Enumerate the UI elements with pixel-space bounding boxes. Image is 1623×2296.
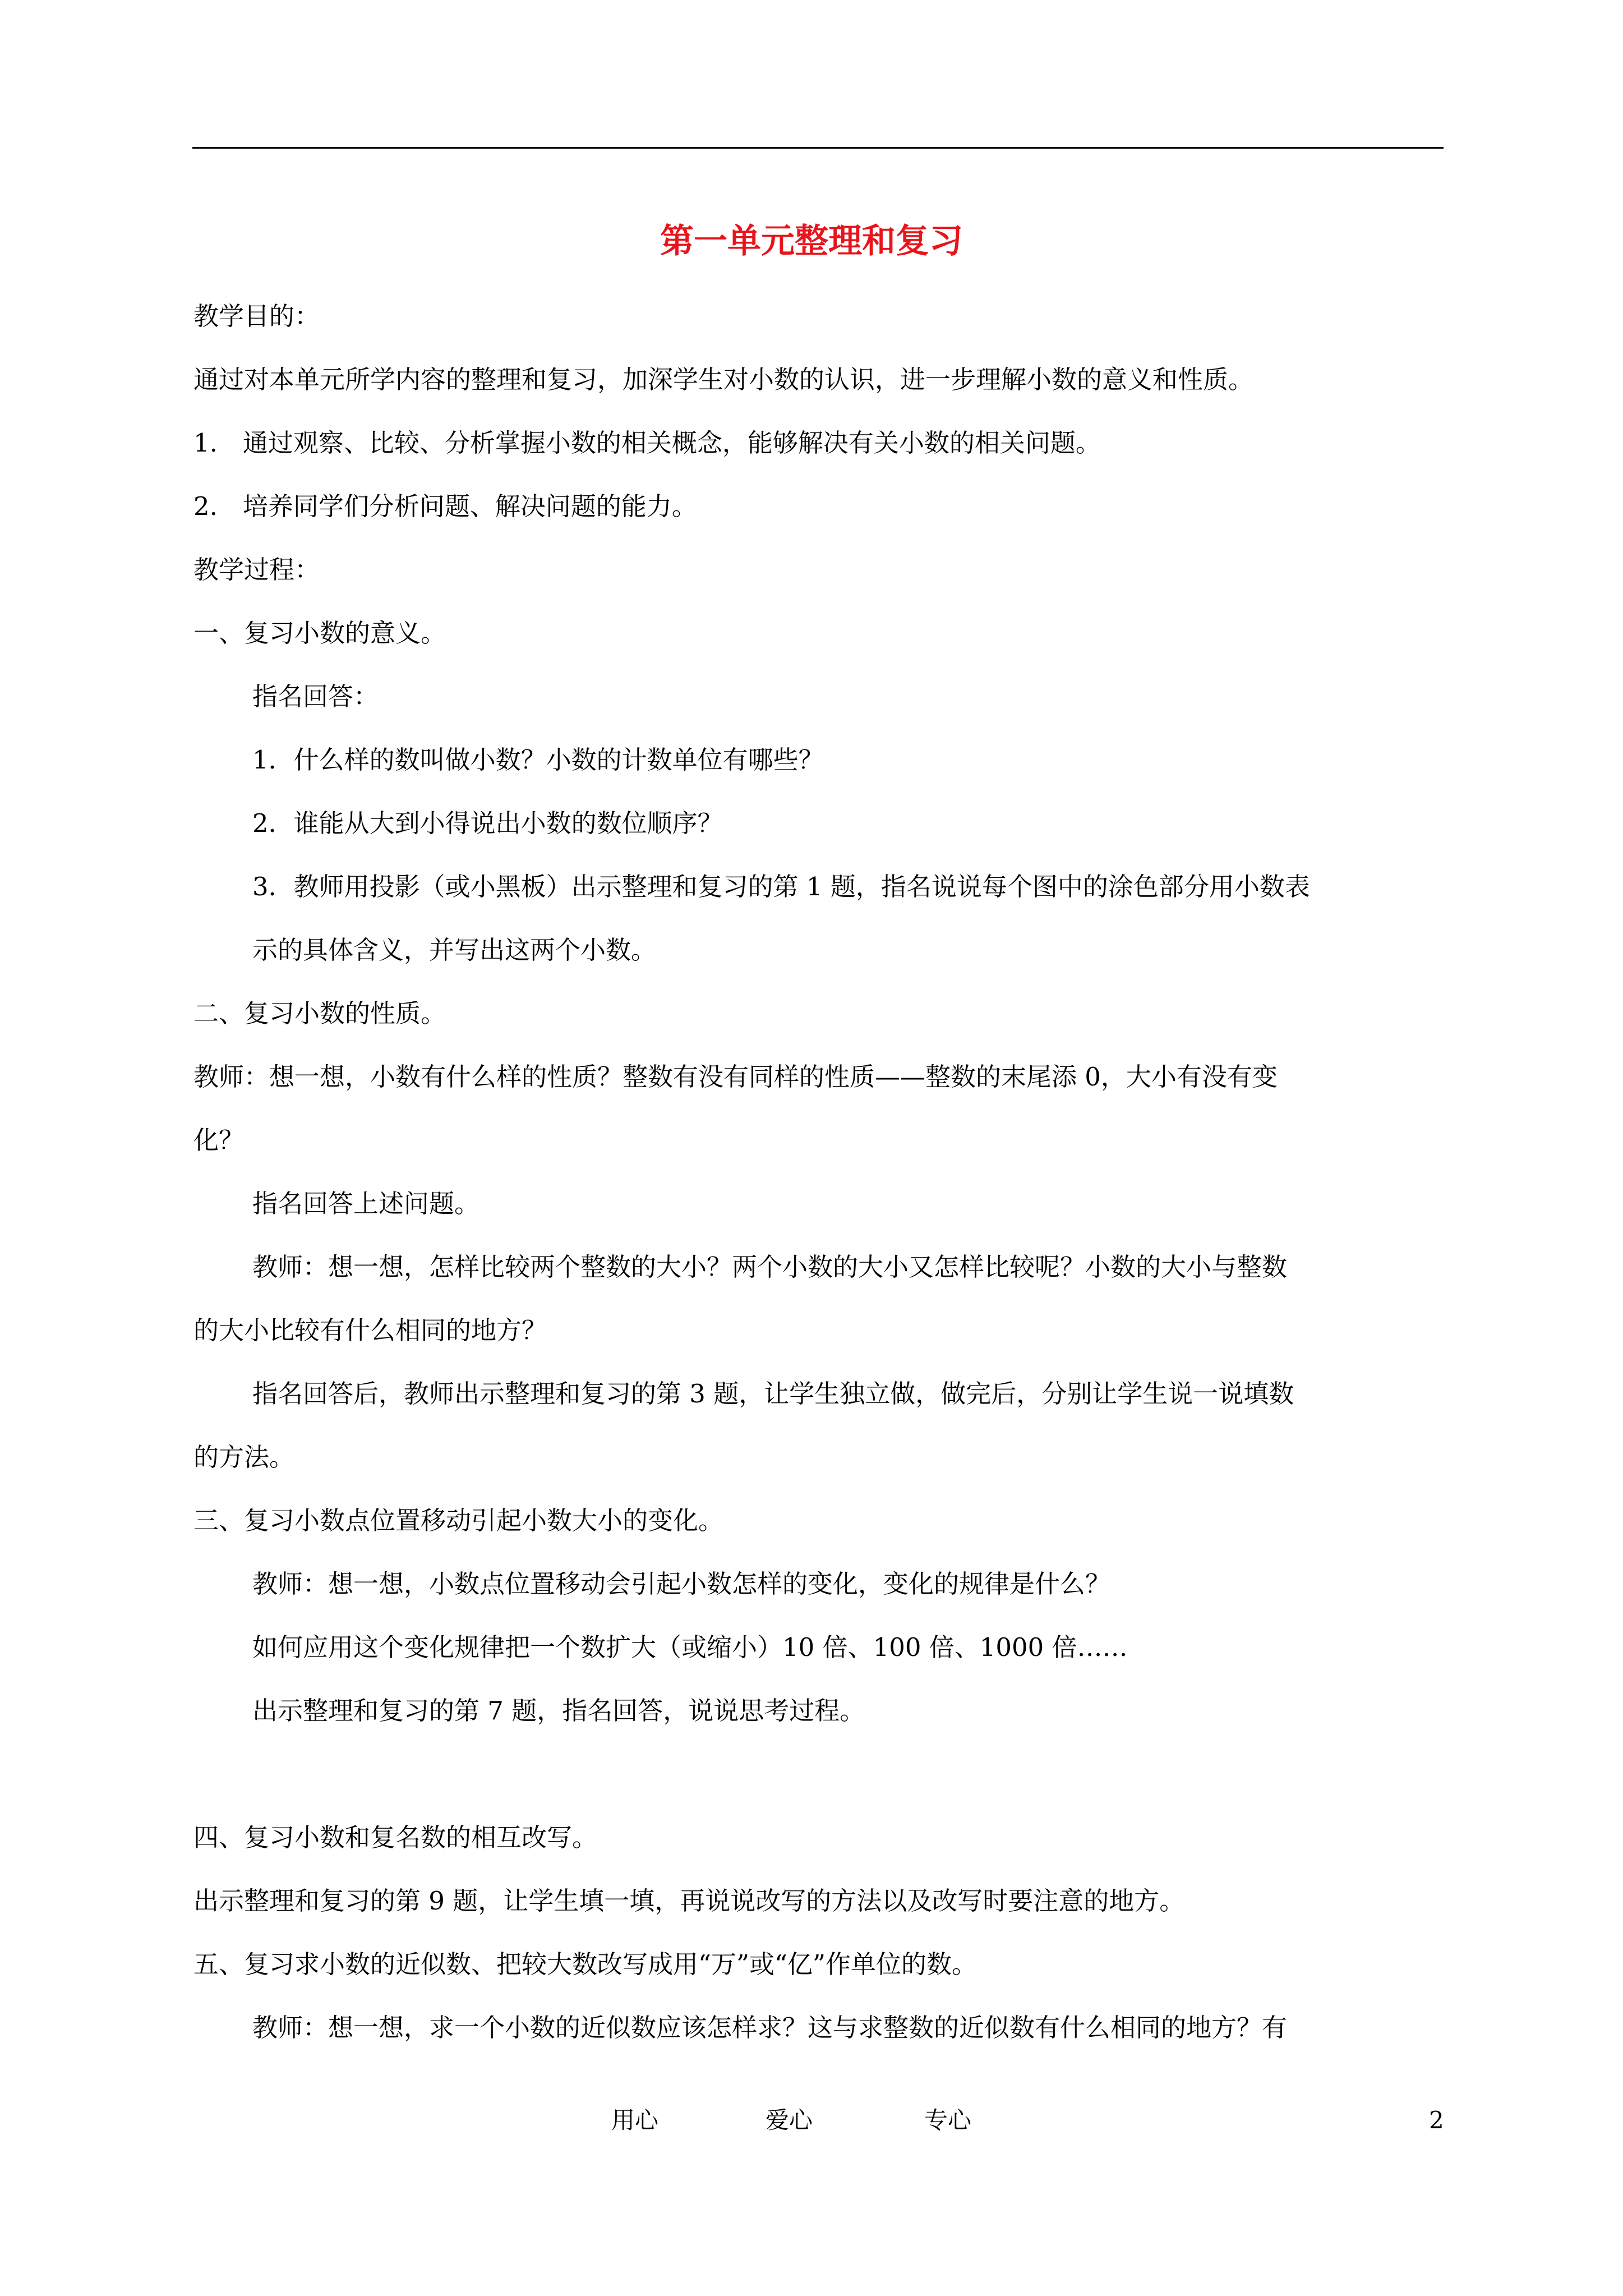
header-rule — [192, 147, 1444, 149]
objectives-intro: 通过对本单元所学内容的整理和复习，加深学生对小数的认识，进一步理解小数的意义和性质。 — [193, 365, 1254, 394]
question-item-3: 3．教师用投影（或小黑板）出示整理和复习的第 1 题，指名说说每个图中的涂色部分用小数表 — [252, 872, 1310, 901]
footer-text-2: 爱心 — [766, 2106, 813, 2134]
paragraph-line: 教师：想一想，怎样比较两个整数的大小？两个小数的大小又怎样比较呢？小数的大小与整数 — [252, 1252, 1288, 1282]
paragraph-line: 指名回答： — [252, 682, 379, 711]
part-four-heading: 四、复习小数和复名数的相互改写。 — [193, 1823, 598, 1852]
paragraph-line: 出示整理和复习的第 7 题，指名回答，说说思考过程。 — [252, 1696, 865, 1726]
paragraph-line: 的方法。 — [193, 1442, 295, 1472]
objective-item-2: 2. 培养同学们分析问题、解决问题的能力。 — [193, 491, 697, 521]
footer-text-3: 专心 — [924, 2106, 972, 2134]
section-heading-process: 教学过程： — [193, 555, 320, 585]
part-three-heading: 三、复习小数点位置移动引起小数大小的变化。 — [193, 1506, 724, 1535]
section-heading-objectives: 教学目的： — [193, 301, 320, 331]
paragraph-line: 如何应用这个变化规律把一个数扩大（或缩小）10 倍、100 倍、1000 倍…… — [252, 1632, 1128, 1662]
page-number: 2 — [1429, 2106, 1444, 2134]
paragraph-line: 示的具体含义，并写出这两个小数。 — [252, 935, 657, 965]
part-one-heading: 一、复习小数的意义。 — [193, 618, 446, 648]
question-item-1: 1．什么样的数叫做小数？小数的计数单位有哪些？ — [252, 745, 824, 775]
paragraph-line: 化？ — [193, 1125, 245, 1155]
paragraph-line: 教师：想一想，求一个小数的近似数应该怎样求？这与求整数的近似数有什么相同的地方？有 — [252, 2013, 1288, 2042]
part-two-heading: 二、复习小数的性质。 — [193, 999, 446, 1028]
paragraph-line: 的大小比较有什么相同的地方？ — [193, 1315, 547, 1345]
objective-item-1: 1. 通过观察、比较、分析掌握小数的相关概念，能够解决有关小数的相关问题。 — [193, 428, 1101, 458]
paragraph-line: 指名回答上述问题。 — [252, 1189, 480, 1218]
paragraph-line: 教师：想一想，小数点位置移动会引起小数怎样的变化，变化的规律是什么？ — [252, 1569, 1111, 1599]
paragraph-line: 教师：想一想，小数有什么样的性质？整数有没有同样的性质——整数的末尾添 0，大小有没有变 — [193, 1062, 1278, 1092]
footer-text-1: 用心 — [611, 2106, 659, 2134]
paragraph-line: 指名回答后，教师出示整理和复习的第 3 题，让学生独立做，做完后，分别让学生说一说填数 — [252, 1379, 1294, 1409]
paragraph-line: 出示整理和复习的第 9 题，让学生填一填，再说说改写的方法以及改写时要注意的地方。 — [193, 1886, 1185, 1916]
question-item-2: 2．谁能从大到小得说出小数的数位顺序？ — [252, 808, 723, 838]
document-title: 第一单元整理和复习 — [660, 222, 963, 261]
part-five-heading: 五、复习求小数的近似数、把较大数改写成用“万”或“亿”作单位的数。 — [193, 1949, 978, 1979]
